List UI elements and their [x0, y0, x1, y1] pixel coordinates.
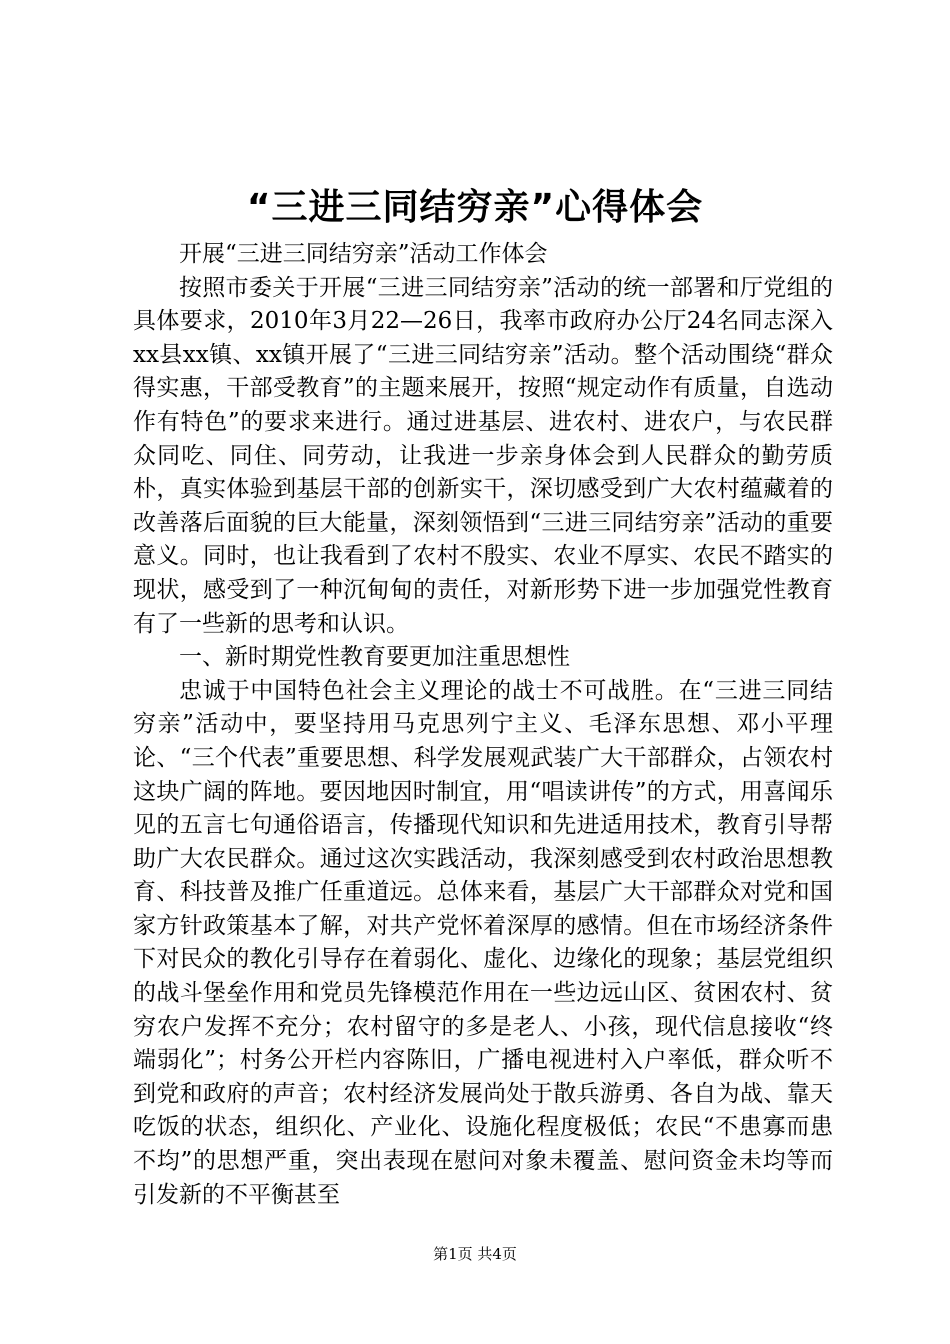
subtitle-paragraph: 开展“三进三同结穷亲”活动工作体会 — [179, 241, 548, 267]
page-number-footer: 第1页 共4页 — [433, 1245, 517, 1263]
section-paragraph: 忠诚于中国特色社会主义理论的战士不可战胜。在“三进三同结穷亲”活动中，要坚持用马克思列宁主义、毛泽东思想、邓小平理论、“三个代表”重要思想、科学发展观武装广大干部群众，占领农村这块广阔的阵地。要因地因时制宜，用“唱读讲传”的方式，用喜闻乐见的五言七句通俗语言，传播现代知识和先进适用技术，教育引导帮助广大农民群众。通过这次实践活动，我深刻感受到农村政治思想教育、科技普及推广任重道远。总体来看，基层广大干部群众对党和国家方针政策基本了解，对共产党怀着深厚的感情。但在市场经济条件下对民众的教化引导存在着弱化、虚化、边缘化的现象；基层党组织的战斗堡垒作用和党员先锋模范作用在一些边远山区、贫困农村、贫穷农户发挥不充分；农村留守的多是老人、小孩，现代信息接收“终端弱化”；村务公开栏内容陈旧，广播电视进村入户率低，群众听不到党和政府的声音；农村经济发展尚处于散兵游勇、各自为战、靠天吃饭的状态，组织化、产业化、设施化程度极低；农民“不患寡而患不均”的思想严重，突出表现在慰问对象未覆盖、慰问资金未均等而引发新的不平衡甚至 — [133, 677, 833, 1208]
document-title: “三进三同结穷亲”心得体会 — [246, 187, 704, 228]
document-body — [133, 238, 833, 1212]
section-heading: 一、新时期党性教育要更加注重思想性 — [179, 644, 570, 671]
intro-paragraph: 按照市委关于开展“三进三同结穷亲”活动的统一部署和厅党组的具体要求，2010年3月22—26日，我率市政府办公厅24名同志深入xx县xx镇、xx镇开展了“三进三同结穷亲”活动。整个活动围绕“群众得实惠，干部受教育”的主题来展开，按照“规定动作有质量，自选动作有特色”的要求来进行。通过进基层、进农村、进农户，与农民群众同吃、同住、同劳动，让我进一步亲身体会到人民群众的勤劳质朴，真实体验到基层干部的创新实干，深切感受到广大农村蕴藏着的改善落后面貌的巨大能量，深刻领悟到“三进三同结穷亲”活动的重要意义。同时，也让我看到了农村不殷实、农业不厚实、农民不踏实的现状，感受到了一种沉甸甸的责任，对新形势下进一步加强党性教育有了一些新的思考和认识。 — [133, 274, 833, 637]
